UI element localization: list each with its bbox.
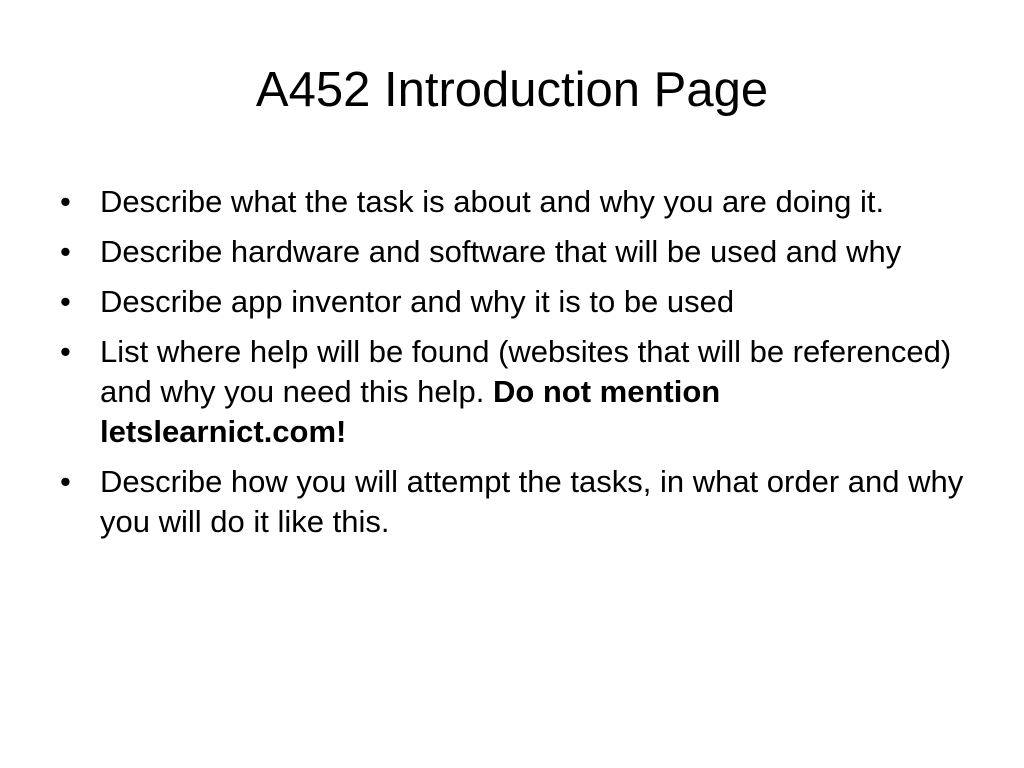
list-item [60, 232, 975, 272]
list-item [60, 332, 975, 452]
bullet-text: Describe app inventor and why it is to be used [100, 284, 735, 319]
emphasis-text: Do not mention letslearnict.com! [100, 374, 721, 449]
list-item [60, 462, 975, 542]
bullet-text: Describe what the task is about and why you are doing it. [100, 184, 885, 219]
slide-title: A452 Introduction Page [255, 63, 769, 117]
list-item [60, 182, 975, 222]
list-item [60, 282, 975, 322]
bullet-icon: • [60, 284, 71, 319]
bullet-icon: • [60, 184, 71, 219]
bullet-text: Describe how you will attempt the tasks, in what order and why you will do it like this. [100, 464, 964, 539]
bullet-text: Describe hardware and software that will be used and why [100, 234, 902, 269]
bullet-list [60, 182, 975, 552]
bullet-text: List where help will be found (websites that will be referenced) and why you need this help. [100, 334, 952, 409]
bullet-icon: • [60, 234, 71, 269]
bullet-icon: • [60, 464, 71, 499]
bullet-icon: • [60, 334, 71, 369]
